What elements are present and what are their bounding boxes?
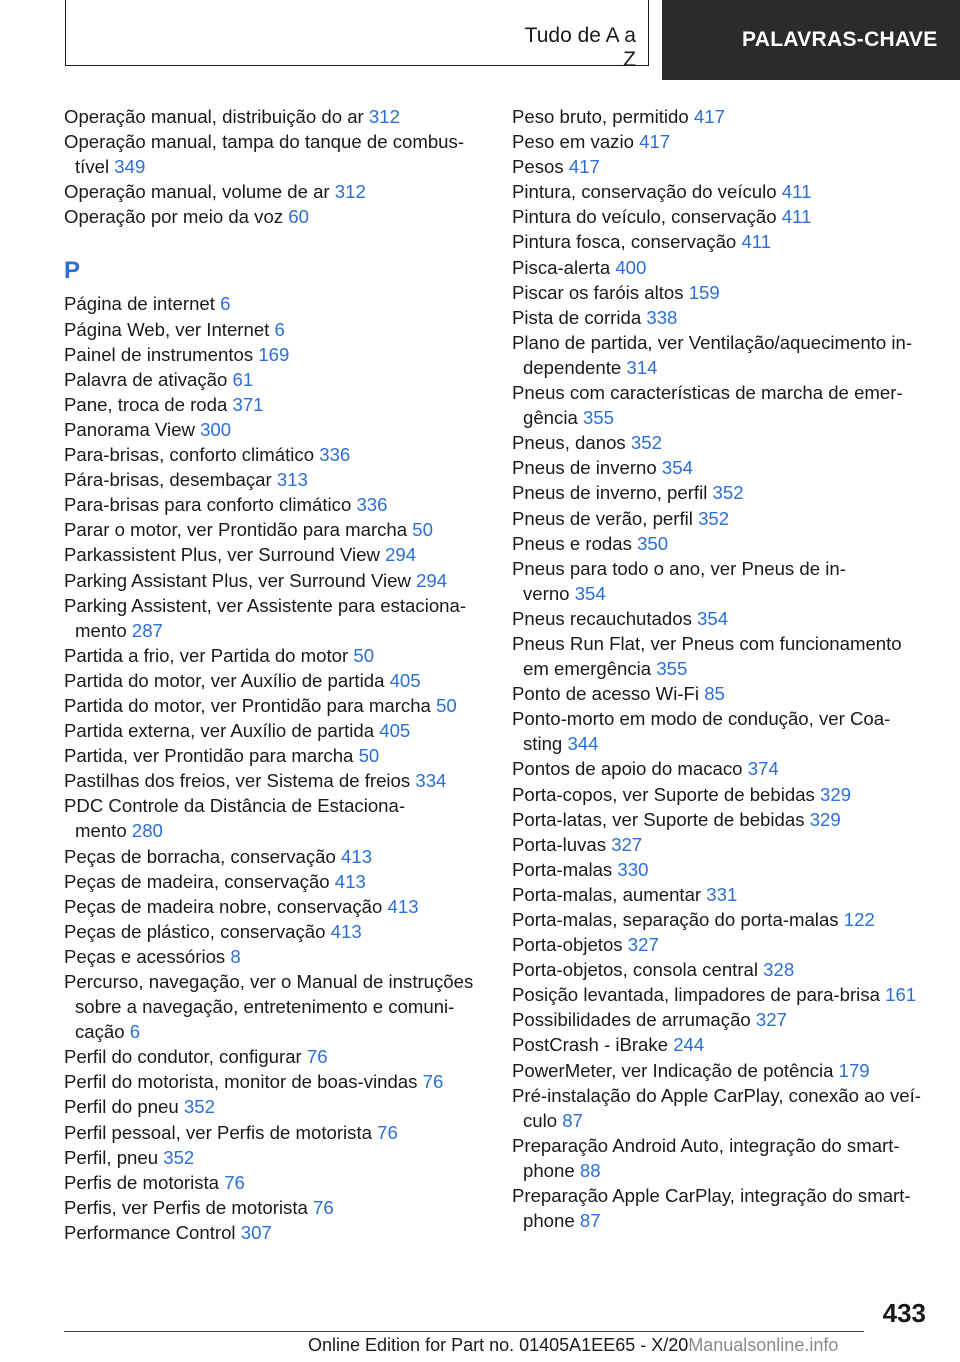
index-entry-page-link[interactable]: 280	[131, 820, 163, 842]
index-group-p	[64, 291, 484, 1245]
index-entry-term: Plano de partida, ver Ventilação/aquecimento in- dependente	[512, 331, 913, 378]
index-entry-page-link[interactable]: 87	[562, 1109, 583, 1131]
index-entry	[64, 104, 484, 129]
index-entry	[512, 330, 932, 380]
index-entry-page-link[interactable]: 355	[656, 658, 688, 680]
index-entry-page-link[interactable]: 6	[129, 1021, 141, 1043]
index-entry	[512, 531, 932, 556]
index-entry	[64, 442, 484, 467]
index-entry-term: Pintura, conservação do veículo	[512, 181, 777, 203]
index-entry-page-link[interactable]: 400	[615, 256, 647, 278]
index-entry-page-link[interactable]: 307	[240, 1221, 272, 1243]
index-entry	[512, 932, 932, 957]
index-entry	[64, 743, 484, 768]
index-entry	[64, 568, 484, 593]
index-entry-term: Pista de corrida	[512, 306, 642, 328]
index-entry-page-link[interactable]: 330	[617, 858, 649, 880]
index-entry	[64, 517, 484, 542]
index-entry-page-link[interactable]: 76	[313, 1196, 334, 1218]
index-entry	[512, 104, 932, 129]
index-entry	[64, 1094, 484, 1119]
index-entry-page-link[interactable]: 313	[276, 469, 308, 491]
index-entry-term: Possibilidades de arrumação	[512, 1009, 751, 1031]
index-entry-term: Partida, ver Prontidão para marcha	[64, 745, 354, 767]
index-entry	[512, 782, 932, 807]
index-entry-page-link[interactable]: 61	[232, 368, 254, 390]
index-entry-term: Preparação Android Auto, integração do smart- phone	[512, 1134, 900, 1181]
index-entry-page-link[interactable]: 88	[579, 1159, 601, 1181]
index-entry-page-link[interactable]: 294	[385, 544, 417, 566]
index-entry	[512, 1032, 932, 1057]
index-entry-term: Palavra de ativação	[64, 368, 228, 390]
index-entry-page-link[interactable]: 327	[755, 1009, 787, 1031]
index-entry-page-link[interactable]: 244	[673, 1034, 705, 1056]
index-entry	[512, 832, 932, 857]
index-entry-term: Operação por meio da voz	[64, 206, 284, 228]
index-entry-term: Perfis de motorista	[64, 1171, 220, 1193]
index-entry	[512, 255, 932, 280]
index-entry	[64, 367, 484, 392]
index-entry-term: Pára-brisas, desembaçar	[64, 469, 272, 491]
header-mid-rule	[648, 0, 649, 66]
index-entry-term: Operação manual, tampa do tanque de combus- tível	[64, 131, 465, 178]
index-entry	[512, 957, 932, 982]
index-entry-page-link[interactable]: 352	[712, 482, 744, 504]
index-entry-term: Porta-objetos	[512, 934, 623, 956]
index-entry-term: Peso em vazio	[512, 131, 634, 153]
chapter-tab-label: PALAVRAS-CHAVE	[742, 28, 938, 51]
index-entry-term: Pneus de inverno, perfil	[512, 482, 708, 504]
index-entry-page-link[interactable]: 352	[698, 507, 730, 529]
index-entry-page-link[interactable]: 76	[377, 1121, 398, 1143]
index-entry-term: Pisca-alerta	[512, 256, 611, 278]
footer	[308, 1335, 838, 1356]
section-title: Tudo de A a Z	[524, 24, 636, 71]
index-entry	[512, 982, 932, 1007]
index-entry-page-link[interactable]: 374	[747, 758, 779, 780]
index-entry-page-link[interactable]: 327	[627, 934, 659, 956]
chapter-tab	[662, 0, 960, 80]
index-entry	[512, 305, 932, 330]
index-entry-page-link[interactable]: 6	[220, 293, 231, 315]
index-entry	[512, 154, 932, 179]
index-entry-page-link[interactable]: 331	[706, 883, 738, 905]
index-entry-page-link[interactable]: 312	[334, 181, 366, 203]
index-group-o	[64, 104, 484, 229]
index-entry-term: Pré-instalação do Apple CarPlay, conexão ao veí- culo	[512, 1084, 921, 1131]
index-entry-term: Posição levantada, limpadores de para-brisa	[512, 984, 880, 1006]
index-entry	[512, 882, 932, 907]
index-entry	[512, 1183, 932, 1233]
index-entry	[64, 542, 484, 567]
index-entry-page-link[interactable]: 413	[330, 920, 362, 942]
index-entry-page-link[interactable]: 405	[389, 669, 421, 691]
index-entry-page-link[interactable]: 405	[379, 720, 411, 742]
index-entry-term: Porta-malas	[512, 858, 613, 880]
index-entry	[64, 718, 484, 743]
index-entry	[64, 417, 484, 442]
index-entry-term: Ponto de acesso Wi-Fi	[512, 683, 700, 705]
index-entry	[64, 1120, 484, 1145]
index-entry-term: Partida externa, ver Auxílio de partida	[64, 720, 375, 742]
index-entry-term: Parking Assistant Plus, ver Surround View	[64, 569, 411, 591]
index-entry	[64, 1069, 484, 1094]
index-entry	[512, 907, 932, 932]
index-entry	[512, 455, 932, 480]
index-entry	[64, 291, 484, 316]
index-entry-term: Perfil do motorista, monitor de boas-vindas	[64, 1071, 418, 1093]
index-entry-term: Peças de borracha, conservação	[64, 845, 336, 867]
index-entry-term: Partida do motor, ver Prontidão para marcha	[64, 694, 431, 716]
index-entry-term: Ponto-morto em modo de condução, ver Coa- sting	[512, 708, 891, 755]
index-entry-page-link[interactable]: 50	[358, 745, 380, 767]
index-entry-page-link[interactable]: 336	[319, 444, 351, 466]
index-entry-page-link[interactable]: 169	[258, 343, 290, 365]
index-entry-page-link[interactable]: 87	[579, 1210, 601, 1232]
index-entry-page-link[interactable]: 371	[232, 393, 264, 415]
index-entry-page-link[interactable]: 413	[341, 845, 373, 867]
index-entry-term: Peças de madeira, conservação	[64, 870, 330, 892]
index-entry-page-link[interactable]: 50	[436, 694, 457, 716]
index-entry-term: Percurso, navegação, ver o Manual de instruções sobre a navegação, entretenimento e comuni- cação	[64, 971, 474, 1043]
index-entry	[64, 492, 484, 517]
index-entry	[64, 894, 484, 919]
index-entry	[512, 1007, 932, 1032]
index-entry-term: Pneus de verão, perfil	[512, 507, 693, 529]
page-number: 433	[882, 1298, 926, 1328]
index-entry-page-link[interactable]: 417	[639, 131, 671, 153]
index-entry-term: Pneus e rodas	[512, 532, 632, 554]
index-entry-term: Porta-malas, separação do porta-malas	[512, 909, 839, 930]
index-entry-term: Porta-malas, aumentar	[512, 883, 702, 905]
index-entry-term: Porta-luvas	[512, 833, 607, 855]
index-entry-page-link[interactable]: 354	[574, 582, 606, 604]
index-entry-term: Peças de plástico, conservação	[64, 920, 326, 942]
index-entry-term: Pastilhas dos freios, ver Sistema de freios	[64, 770, 411, 792]
index-entry	[512, 706, 932, 756]
index-entry	[512, 204, 932, 229]
footer-rule	[64, 1331, 864, 1332]
index-entry-term: Painel de instrumentos	[64, 343, 254, 365]
index-entry-page-link[interactable]: 312	[368, 106, 400, 127]
index-entry	[64, 1195, 484, 1220]
index-entry-term: Preparação Apple CarPlay, integração do smart- phone	[512, 1185, 911, 1232]
index-entry-page-link[interactable]: 417	[568, 156, 600, 178]
index-entry-page-link[interactable]: 159	[688, 281, 720, 303]
index-entry-page-link[interactable]: 294	[416, 569, 448, 591]
index-entry-page-link[interactable]: 352	[183, 1096, 215, 1118]
index-entry-term: Para-brisas para conforto climático	[64, 494, 352, 516]
index-entry-term: Partida a frio, ver Partida do motor	[64, 644, 349, 666]
index-letter-heading: P	[64, 257, 81, 285]
index-entry-page-link[interactable]: 354	[661, 457, 693, 479]
index-entry-term: Porta-objetos, consola central	[512, 959, 758, 981]
index-entry-term: Porta-copos, ver Suporte de bebidas	[512, 783, 815, 805]
index-entry-term: Pane, troca de roda	[64, 393, 228, 415]
index-entry-page-link[interactable]: 327	[611, 833, 643, 855]
index-entry	[64, 793, 484, 843]
index-entry	[64, 129, 484, 179]
index-entry	[64, 593, 484, 643]
index-entry	[64, 693, 484, 718]
index-entry	[512, 756, 932, 781]
index-entry-term: Peso bruto, permitido	[512, 106, 689, 127]
index-entry-page-link[interactable]: 352	[163, 1146, 195, 1168]
index-entry-page-link[interactable]: 354	[697, 607, 729, 629]
index-entry-page-link[interactable]: 50	[412, 519, 433, 541]
index-entry	[64, 1044, 484, 1069]
index-entry	[512, 129, 932, 154]
index-entry-page-link[interactable]: 179	[838, 1059, 870, 1081]
index-entry	[64, 768, 484, 793]
index-column-left	[64, 104, 484, 1245]
index-entry	[512, 556, 932, 606]
index-entry-term: Pesos	[512, 156, 564, 178]
index-entry	[64, 969, 484, 1044]
index-entry-term: Pontos de apoio do macaco	[512, 758, 743, 780]
index-entry-page-link[interactable]: 76	[224, 1171, 245, 1193]
index-entry-term: Pneus recauchutados	[512, 607, 692, 629]
index-entry-term: Perfis, ver Perfis de motorista	[64, 1196, 308, 1218]
index-entry	[512, 229, 932, 254]
index-entry-term: Operação manual, volume de ar	[64, 181, 330, 203]
index-entry-term: Performance Control	[64, 1221, 236, 1243]
index-entry-term: Pintura do veículo, conservação	[512, 206, 777, 228]
index-entry	[512, 506, 932, 531]
footer-edition: Online Edition for Part no. 01405A1EE65 - X/20	[308, 1335, 689, 1355]
index-entry-page-link[interactable]: 411	[781, 206, 812, 228]
index-entry-term: Perfil do pneu	[64, 1096, 179, 1118]
index-entry-term: PDC Controle da Distância de Estaciona- mento	[64, 795, 406, 842]
index-entry	[512, 807, 932, 832]
index-entry	[512, 631, 932, 681]
index-entry	[512, 380, 932, 430]
index-column-right	[512, 104, 932, 1233]
index-entry-page-link[interactable]: 344	[567, 733, 599, 755]
index-entry-term: Página Web, ver Internet	[64, 318, 270, 340]
index-entry	[64, 1145, 484, 1170]
index-entry	[512, 857, 932, 882]
index-entry-page-link[interactable]: 287	[131, 619, 163, 641]
index-entry	[64, 844, 484, 869]
index-entry-page-link[interactable]: 417	[693, 106, 725, 127]
index-entry	[64, 179, 484, 204]
footer-watermark: Manualsonline.info	[688, 1335, 839, 1355]
index-entry-term: Pneus para todo o ano, ver Pneus de in- verno	[512, 557, 846, 604]
index-entry-page-link[interactable]: 300	[200, 418, 232, 440]
index-entry-page-link[interactable]: 85	[704, 683, 725, 705]
index-entry-page-link[interactable]: 76	[306, 1046, 328, 1068]
index-entry-page-link[interactable]: 334	[415, 770, 447, 792]
index-entry-term: Operação manual, distribuição do ar	[64, 106, 364, 127]
index-entry-page-link[interactable]: 338	[646, 306, 678, 328]
index-entry-term: Perfil, pneu	[64, 1146, 159, 1168]
index-entry-term: Para-brisas, conforto climático	[64, 444, 315, 466]
index-entry-term: Pneus, danos	[512, 432, 626, 454]
index-entry-page-link[interactable]: 50	[353, 644, 375, 666]
index-entry	[64, 392, 484, 417]
index-entry-page-link[interactable]: 352	[630, 432, 662, 454]
index-entry-page-link[interactable]: 76	[422, 1071, 444, 1093]
index-entry-term: Piscar os faróis altos	[512, 281, 684, 303]
index-entry	[64, 1170, 484, 1195]
index-entry	[64, 1220, 484, 1245]
index-entry-term: Peças de madeira nobre, conservação	[64, 895, 383, 917]
index-entry	[512, 606, 932, 631]
index-entry-page-link[interactable]: 329	[809, 808, 841, 830]
header-left-rule	[65, 0, 66, 66]
index-entry-page-link[interactable]: 8	[230, 945, 241, 967]
index-entry-page-link[interactable]: 411	[781, 181, 812, 203]
index-entry	[64, 317, 484, 342]
index-entry	[64, 643, 484, 668]
index-entry	[64, 204, 484, 229]
index-entry-term: Pintura fosca, conservação	[512, 231, 737, 253]
index-group-p-continued	[512, 104, 932, 1233]
index-entry-term: PostCrash - iBrake	[512, 1034, 669, 1056]
index-entry-term: Pneus com características de marcha de emer- gência	[512, 382, 903, 429]
index-entry	[512, 1133, 932, 1183]
index-entry-page-link[interactable]: 161	[885, 984, 917, 1006]
index-entry	[64, 668, 484, 693]
index-entry-page-link[interactable]: 349	[114, 156, 146, 178]
index-entry-page-link[interactable]: 6	[274, 318, 285, 340]
index-entry	[512, 1083, 932, 1133]
index-entry-term: Pneus Run Flat, ver Pneus com funcionamento em emergência	[512, 632, 902, 680]
index-entry	[512, 430, 932, 455]
index-entry-page-link[interactable]: 328	[763, 959, 795, 981]
index-entry-term: Parar o motor, ver Prontidão para marcha	[64, 519, 408, 541]
index-entry-term: Partida do motor, ver Auxílio de partida	[64, 669, 385, 691]
index-entry	[512, 681, 932, 706]
index-entry	[64, 919, 484, 944]
index-entry-page-link[interactable]: 413	[334, 870, 366, 892]
index-entry-term: Peças e acessórios	[64, 945, 226, 967]
index-entry-term: Perfil pessoal, ver Perfis de motorista	[64, 1121, 372, 1143]
index-entry	[512, 179, 932, 204]
index-entry	[64, 467, 484, 492]
index-entry-term: Página de internet	[64, 293, 215, 315]
index-entry-term: PowerMeter, ver Indicação de potência	[512, 1059, 834, 1081]
index-entry-page-link[interactable]: 336	[356, 494, 388, 516]
index-entry-term: Parkassistent Plus, ver Surround View	[64, 544, 380, 566]
index-entry	[512, 280, 932, 305]
index-entry-page-link[interactable]: 122	[843, 909, 875, 930]
index-entry-term: Pneus de inverno	[512, 457, 657, 479]
index-entry-term: Parking Assistent, ver Assistente para estaciona- mento	[64, 594, 467, 641]
index-entry	[512, 1058, 932, 1083]
index-entry-page-link[interactable]: 329	[820, 783, 852, 805]
index-entry-page-link[interactable]: 413	[387, 895, 419, 917]
index-entry	[64, 342, 484, 367]
index-entry-term: Porta-latas, ver Suporte de bebidas	[512, 808, 805, 830]
index-entry-page-link[interactable]: 350	[637, 532, 669, 554]
index-entry	[512, 480, 932, 505]
index-entry-term: Perfil do condutor, configurar	[64, 1046, 302, 1068]
index-entry-term: Panorama View	[64, 418, 195, 440]
index-entry-page-link[interactable]: 314	[626, 356, 658, 378]
index-entry-page-link[interactable]: 411	[741, 231, 772, 253]
index-entry-page-link[interactable]: 355	[582, 407, 614, 429]
index-entry-page-link[interactable]: 60	[288, 206, 309, 228]
index-entry	[64, 944, 484, 969]
index-entry	[64, 869, 484, 894]
